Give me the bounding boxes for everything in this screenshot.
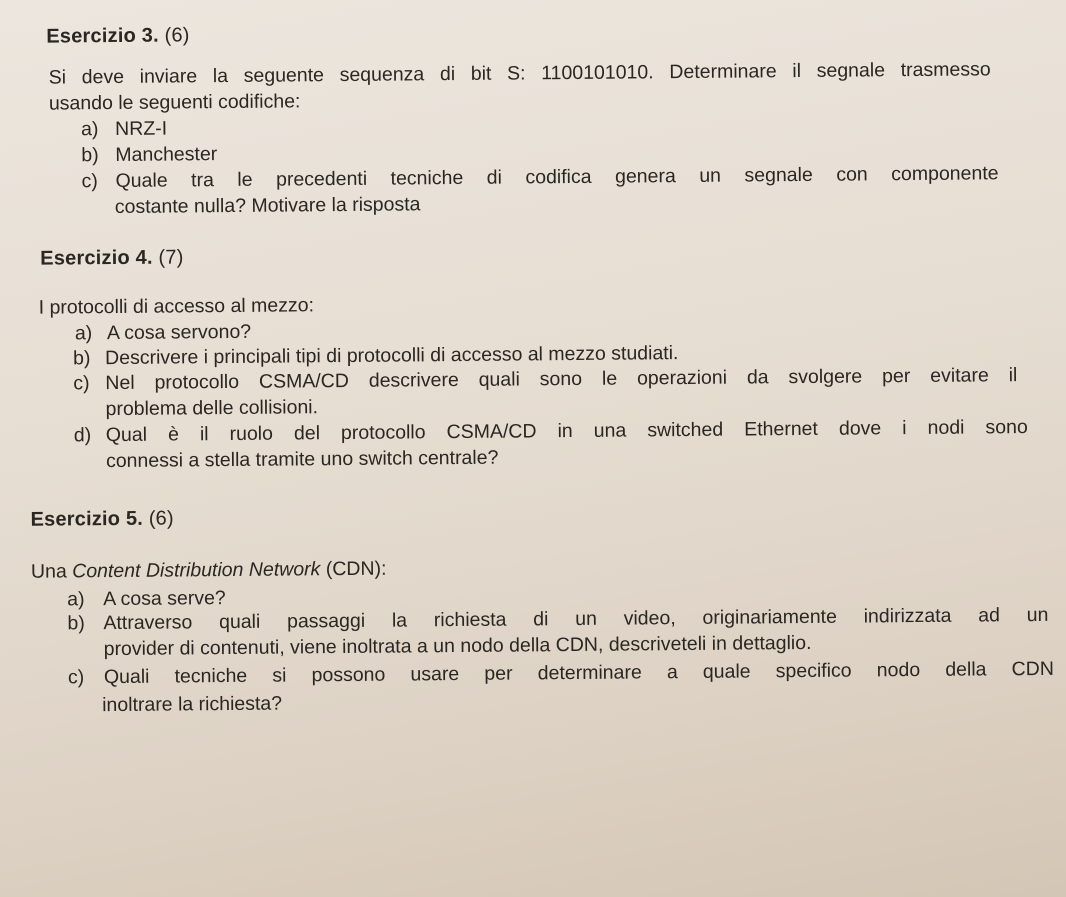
ex3-points: (6) [164,24,190,47]
ex5-item-b-label: b) [67,612,85,635]
ex4-item-d-label: d) [73,424,92,447]
ex3-title [46,24,189,48]
ex5-item-c-text: Quali tecniche si possono usare per determinare a quale specifico nodo della CDN [103,657,1054,689]
ex5-intro-italic: Content Distribution Network [72,558,321,583]
ex4-item-a-text: A cosa servono? [106,320,252,345]
ex4-item-c-text-cont: problema delle collisioni. [105,396,319,421]
ex5-item-c-text-cont: inoltrare la richiesta? [102,692,283,717]
ex3-item-a-text: NRZ-I [115,117,168,140]
ex4-item-d-text-cont: connessi a stella tramite uno switch centrale? [105,446,499,473]
ex4-title [40,246,183,270]
ex4-title-text: Esercizio 4. [40,246,153,270]
ex3-item-c-text: Quale tra le precedenti tecniche di codifica genera un segnale con componente [115,162,999,192]
ex3-intro-line1: Si deve inviare la seguente sequenza di bit S: 1100101010. Determinare il segnale trasmesso [48,58,991,89]
ex3-item-c-label: c) [81,170,98,193]
ex5-intro-prefix: Una [30,560,73,583]
ex4-item-b-text: Descrivere i principali tipi di protocolli di accesso al mezzo studiati. [105,342,679,370]
ex4-intro: I protocolli di accesso al mezzo: [38,294,315,319]
ex5-item-c [68,657,1058,690]
ex4-points: (7) [158,246,184,269]
ex5-item-b-text: Attraverso quali passaggi la richiesta di un video, originariamente indirizzata ad un [103,603,1049,635]
ex4-item-c-label: c) [73,372,90,395]
ex5-item-b-text-cont: provider di contenuti, viene inoltrata a un nodo della CDN, descriveteli in dettaglio. [103,631,812,661]
ex3-title-text: Esercizio 3. [46,24,159,48]
ex5-title [30,508,173,532]
ex3-item-b-text: Manchester [115,143,218,166]
ex5-intro [31,557,387,584]
ex4-item-b-label: b) [73,347,91,370]
ex5-item-a-text: A cosa serve? [103,587,226,611]
ex5-title-text: Esercizio 5. [30,507,144,531]
ex3-item-c-text-cont: costante nulla? Motivare la risposta [114,193,421,219]
ex3-intro-line2: usando le seguenti codifiche: [48,90,301,115]
ex3-item-b-label: b) [81,144,99,167]
ex4-item-d-text: Qual è il ruolo del protocollo CSMA/CD in una switched Ethernet dove i nodi sono [105,416,1028,447]
ex4-item-c-text: Nel protocollo CSMA/CD descrivere quali sono le operazioni da svolgere per evitare il [105,364,1018,395]
ex4-item-a-label: a) [74,322,93,345]
ex5-intro-suffix: (CDN): [320,557,387,581]
ex5-points: (6) [148,507,174,530]
ex5-item-a-label: a) [67,588,85,611]
ex3-item-a-label: a) [81,118,99,141]
ex5-item-c-label: c) [67,666,85,689]
